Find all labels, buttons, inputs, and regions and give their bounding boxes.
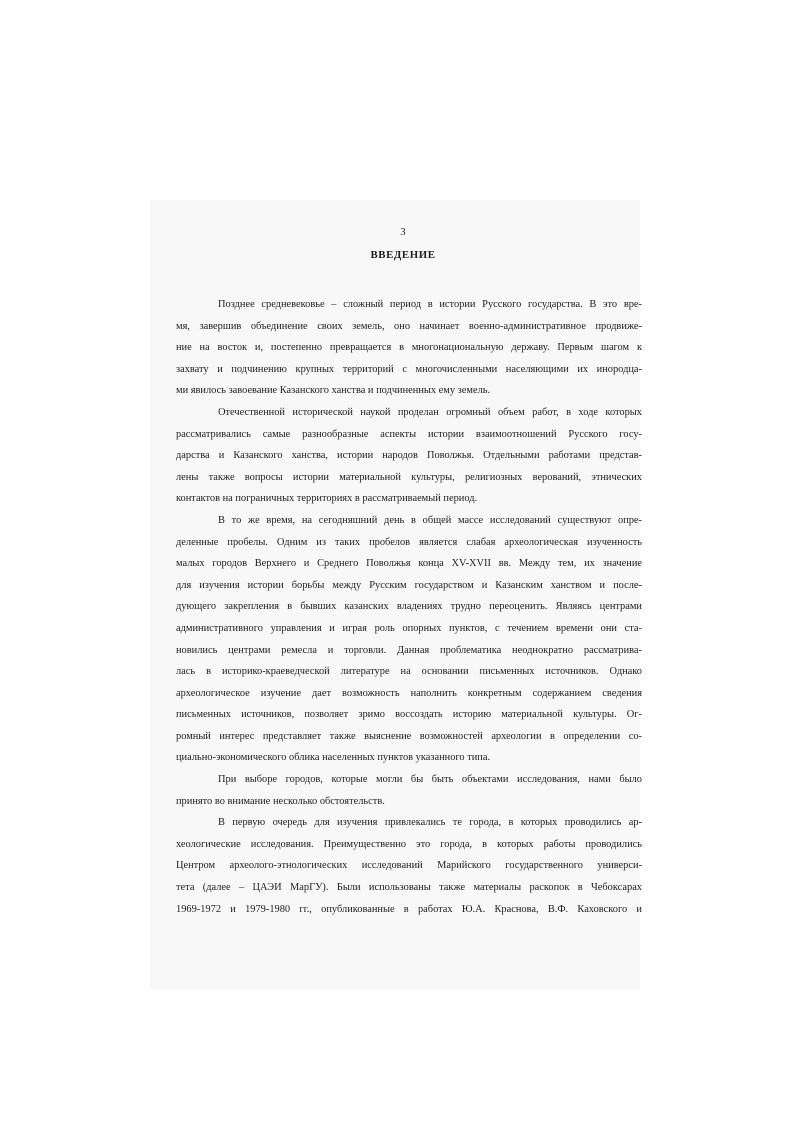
- text-line: дарства и Казанского ханства, истории народов Поволжья. Отдельными работами представ-: [176, 450, 642, 462]
- paragraph: [176, 294, 642, 402]
- text-line: мя, завершив объединение своих земель, оно начинает военно-административное продвиже-: [176, 320, 642, 332]
- text-line: захвату и подчинению крупных территорий с многочисленными населяющими их инородца-: [176, 363, 642, 375]
- text-line: тета (далее – ЦАЭИ МарГУ). Были использованы также материалы раскопок в Чебоксарах: [176, 882, 642, 894]
- text-line: ми явилось завоевание Казанского ханства и подчиненных ему земель.: [176, 385, 491, 397]
- paragraph: [176, 812, 642, 920]
- text-line: малых городов Верхнего и Среднего Поволжья конца XV-XVII вв. Между тем, их значение: [176, 558, 642, 570]
- text-line: принято во внимание несколько обстоятельств.: [176, 795, 385, 807]
- text-line: При выборе городов, которые могли бы быть объектами исследования, нами было: [218, 774, 642, 786]
- paragraph: [176, 510, 642, 769]
- text-line: хеологические исследования. Преимущественно это города, в которых работы проводились: [176, 838, 642, 850]
- paragraph: [176, 402, 642, 510]
- text-line: 1969-1972 и 1979-1980 гг., опубликованные в работах Ю.А. Краснова, В.Ф. Каховского и: [176, 903, 642, 915]
- text-line: археологическое изучение дает возможность наполнить конкретным содержанием сведения: [176, 687, 642, 699]
- text-line: лены также вопросы истории материальной культуры, религиозных верований, этнических: [176, 471, 642, 483]
- paragraph: [176, 769, 642, 812]
- text-line: для изучения истории борьбы между Русским государством и Казанским ханством и после-: [176, 579, 642, 591]
- text-line: деленные пробелы. Одним из таких пробелов является слабая археологическая изученность: [176, 536, 642, 548]
- text-line: ромный интерес представляет также выяснение возможностей археологии в определении со-: [176, 730, 642, 742]
- text-line: рассматривались самые разнообразные аспекты истории взаимоотношений Русского госу-: [176, 428, 642, 440]
- text-line: письменных источников, позволяет зримо воссоздать историю материальной культуры. Ог-: [176, 709, 642, 721]
- text-line: ние на восток и, постепенно превращается в многонациональную державу. Первым шагом к: [176, 342, 642, 354]
- text-line: циально-экономического облика населенных пунктов указанного типа.: [176, 752, 491, 764]
- section-title: ВВЕДЕНИЕ: [370, 249, 436, 261]
- text-line: контактов на пограничных территориях в рассматриваемый период.: [176, 493, 478, 505]
- text-line: Центром археолого-этнологических исследований Марийского государственного универси-: [176, 860, 642, 872]
- text-line: административного управления и играя роль опорных пунктов, с течением времени они ста-: [176, 622, 642, 634]
- text-line: В первую очередь для изучения привлекались те города, в которых проводились ар-: [218, 817, 642, 829]
- text-line: дующего закрепления в бывших казанских владениях трудно переоценить. Являясь центрами: [176, 601, 642, 613]
- page-number: 3: [400, 227, 406, 238]
- text-line: Отечественной исторической наукой проделан огромный объем работ, в ходе которых: [218, 406, 642, 418]
- body-text: [176, 294, 642, 920]
- text-line: новились центрами ремесла и торговли. Данная проблематика неоднократно рассматрива-: [176, 644, 642, 656]
- text-line: В то же время, на сегодняшний день в общей массе исследований существуют опре-: [218, 514, 642, 526]
- text-line: Позднее средневековье – сложный период в истории Русского государства. В это вре-: [218, 299, 642, 310]
- text-line: лась в историко-краеведческой литературе на основании письменных источников. Однако: [176, 666, 642, 678]
- text-area: [176, 226, 642, 920]
